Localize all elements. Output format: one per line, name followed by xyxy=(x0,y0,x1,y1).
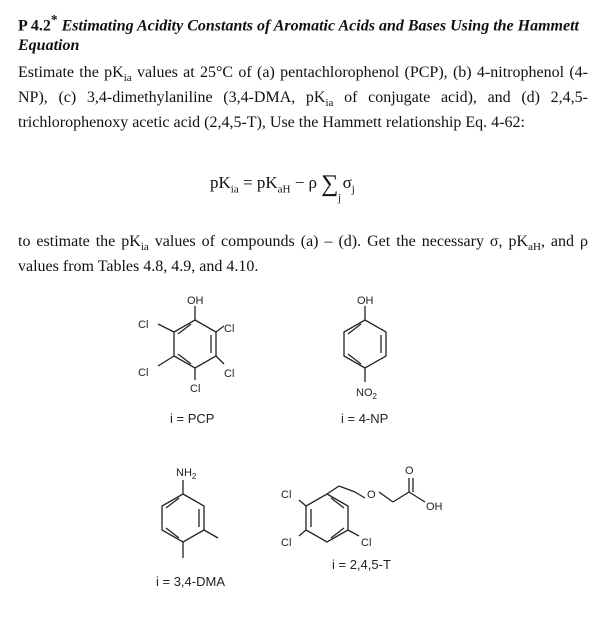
np-no-label: NO xyxy=(356,387,373,399)
t-cl-label: Cl xyxy=(281,537,292,549)
pcp-cl-label: Cl xyxy=(138,367,149,379)
dma-structure xyxy=(140,462,240,572)
sum-symbol: ∑ xyxy=(321,171,339,197)
instr-text-3: , and ρ values from Tables 4.8, 4.9, and 4.10. xyxy=(18,233,589,276)
eq-lhs-sub: ia xyxy=(230,183,239,196)
sum-index: j xyxy=(338,192,342,204)
problem-title: Estimating Acidity Constants of Aromatic Acids and Bases Using the Hammett Equation xyxy=(18,17,579,55)
eq-term-sub: j xyxy=(351,183,355,196)
np-caption: i = 4-NP xyxy=(341,411,389,426)
np-no2-subscript: 2 xyxy=(372,392,377,401)
t-caption: i = 2,4,5-T xyxy=(332,557,391,572)
pcp-cl-label: Cl xyxy=(190,383,201,395)
eq-mid: = pK xyxy=(238,173,278,192)
eq-term: σ xyxy=(338,173,352,192)
hammett-equation xyxy=(210,168,355,204)
problem-number: P 4.2 xyxy=(18,17,51,35)
instr-text-2: values of compounds (a) – (d). Get the necessary σ, pK xyxy=(148,233,529,250)
problem-marker: * xyxy=(50,12,58,27)
t-ether-o-label: O xyxy=(367,489,376,501)
eq-mid-sub: aH xyxy=(277,183,291,196)
statement-text-2: values at 25°C of (a) pentachlorophenol (PCP), (b) 4-nitrophenol (4-NP), (c) 3,4-dimethylaniline (3,4-DMA, pK xyxy=(18,64,588,107)
statement-text-3: of conjugate acid), and (d) 2,4,5-trichlorophenoxy acetic acid (2,4,5-T), Use the Hammett relationship Eq. 4-62: xyxy=(18,89,588,132)
instr-sub-2: aH xyxy=(528,241,541,254)
eq-lhs: pK xyxy=(210,173,231,192)
pcp-structure xyxy=(120,292,250,407)
eq-rest: − ρ xyxy=(290,173,322,192)
dma-nh2-label xyxy=(176,467,197,481)
t-cl-label: Cl xyxy=(281,489,292,501)
instructions xyxy=(18,232,588,277)
problem-heading xyxy=(18,10,588,56)
nitrophenol-structure xyxy=(320,292,420,412)
statement-sub-2: ia xyxy=(325,97,334,110)
t-oh-label: OH xyxy=(426,501,443,513)
instr-sub-1: ia xyxy=(140,241,149,254)
dma-caption: i = 3,4-DMA xyxy=(156,574,225,589)
np-no2-label xyxy=(356,387,378,401)
pcp-cl-label: Cl xyxy=(224,368,235,380)
instr-text-1: to estimate the pK xyxy=(18,233,141,250)
pcp-cl-label: Cl xyxy=(224,323,235,335)
pcp-caption: i = PCP xyxy=(170,411,215,426)
t-cl-label: Cl xyxy=(361,537,372,549)
dma-nh-label: NH xyxy=(176,467,192,479)
dma-nh2-subscript: 2 xyxy=(191,472,197,481)
t-carbonyl-o-label: O xyxy=(405,465,414,477)
statement-text-1: Estimate the pK xyxy=(18,64,124,81)
pcp-oh-label: OH xyxy=(187,295,204,307)
trichloro-structure xyxy=(275,462,470,572)
problem-statement xyxy=(18,63,588,133)
pcp-cl-label: Cl xyxy=(138,319,149,331)
np-oh-label: OH xyxy=(357,295,374,307)
statement-sub-1: ia xyxy=(123,72,132,85)
